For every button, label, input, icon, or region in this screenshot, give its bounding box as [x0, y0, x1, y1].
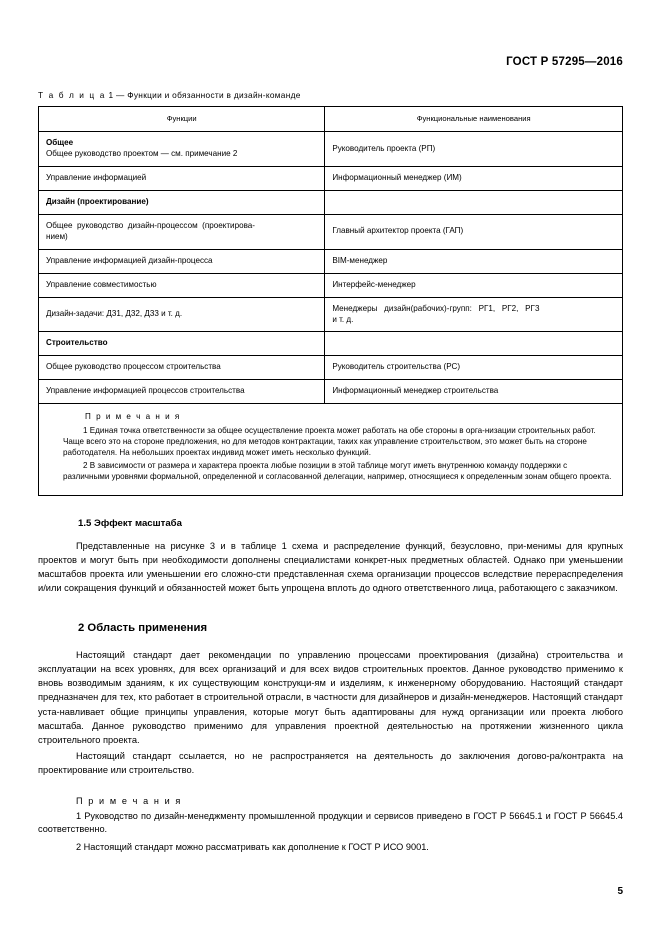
- table-notes-cell: [39, 404, 623, 496]
- table-caption-text: 1 — Функции и обязанности в дизайн-команде: [108, 90, 301, 100]
- table-cell-function: Управление информацией процессов строительства: [39, 380, 325, 404]
- table-body: [39, 132, 623, 496]
- table-row: [39, 380, 623, 404]
- final-note-1: 1 Руководство по дизайн-менеджменту промышленной продукции и сервисов приведено в ГОСТ Р 56645.1 и ГОСТ Р 56645.4 соответственно.: [38, 810, 623, 835]
- table-cell-role: Руководитель проекта (РП): [325, 132, 623, 167]
- final-notes-title: П р и м е ч а н и я: [76, 795, 182, 806]
- table-cell-function: Управление информацией: [39, 167, 325, 191]
- table-cell-role: Менеджеры дизайн(рабочих)-групп: РГ1, РГ2, РГ3 и т. д.: [325, 297, 623, 332]
- table-cell-role: Интерфейс-менеджер: [325, 273, 623, 297]
- table-note-1: 1 Единая точка ответственности за общее осуществление проекта может работать на обе стороны в орга-низации строительных работ. Чаще всего это на стороне предложения, но для методов контрактации, таких как управление строительством, это может быть на стороне работодателя. На небольших проектах индивид может иметь несколько функций.: [63, 426, 596, 457]
- section-paragraph: Настоящий стандарт ссылается, но не распространяется на деятельность до заключения догово-ра/контракта на проектирование или строительство.: [38, 751, 623, 776]
- table-header-row: [39, 107, 623, 132]
- table-cell-role: BIM-менеджер: [325, 249, 623, 273]
- final-notes-block: [38, 796, 623, 855]
- table-row: [39, 249, 623, 273]
- table-caption-label: Т а б л и ц а: [38, 90, 106, 100]
- table-cell-function: Общее руководство процессом строительства: [39, 356, 325, 380]
- page-number: 5: [617, 886, 623, 897]
- table-head: [39, 107, 623, 132]
- section-paragraph: Представленные на рисунке 3 и в таблице 1 схема и распределение функций, безусловно, при-менимы для крупных проектов и могут быть при необходимости дополнены специалистами конкрет-ных предметных областей. Однако при уменьшении масштабов проекта или уменьшении его сложно-сти представленная схема организации процессов вследствие перераспределения и/или сокращения функций и обязанностей может быть упрощена вплоть до одного ответственного лица, работающего с заказчиком.: [38, 540, 623, 594]
- table-note-2: 2 В зависимости от размера и характера проекта любые позиции в этой таблице могут иметь внутреннюю команду поддержки с различными уровнями формальной, определенной и согласованной делегации, например, относящиеся к определенным зонам общего проекта.: [63, 460, 612, 481]
- table-caption: [38, 90, 623, 100]
- table-cell-function: Строительство: [39, 332, 325, 356]
- table-cell-function: Общее Общее руководство проектом — см. примечание 2: [39, 132, 325, 167]
- table-row: [39, 167, 623, 191]
- table-cell-role: [325, 332, 623, 356]
- final-note-2: 2 Настоящий стандарт можно рассматривать как дополнение к ГОСТ Р ИСО 9001.: [76, 842, 429, 853]
- table-cell-function: Управление информацией дизайн-процесса: [39, 249, 325, 273]
- section-heading-scale-effect: 1.5 Эффект масштаба: [78, 517, 182, 529]
- document-standard-number: ГОСТ Р 57295—2016: [506, 56, 623, 68]
- table-notes-title: П р и м е ч а н и я: [85, 412, 181, 422]
- table-cell-function: Дизайн (проектирование): [39, 191, 325, 215]
- table-row: [39, 356, 623, 380]
- table-cell-function: Управление совместимостью: [39, 273, 325, 297]
- table-cell-function: Дизайн-задачи: Д31, Д32, Д33 и т. д.: [39, 297, 325, 332]
- table-row: [39, 332, 623, 356]
- table-cell-role: Информационный менеджер строительства: [325, 380, 623, 404]
- page-content: [38, 56, 623, 859]
- section-paragraph: Настоящий стандарт дает рекомендации по управлению процессами проектирования (дизайна) строительства и эксплуатации на всех уровнях, для всех организаций и для всех видов строительных проектов. Данное руководство применимо к вновь возводимым зданиям, к их существующим конструкци-ям и изделиям, к инженерному оборудованию. Настоящий стандарт предназначен для тех, кто работает в строительной отрасли, в частности для дизайнеров и дизайн-менеджеров. Настоящий стандарт уста-навливает общие принципы управления, которые могут быть адаптированы для нужд организации или проекта любого масштаба. Данное руководство применимо для управления проектной деятельностью на протяжении жизненного цикла строительного проекта.: [38, 649, 623, 745]
- table-cell-role: [325, 191, 623, 215]
- table-row: [39, 132, 623, 167]
- section-heading-scope: 2 Область применения: [78, 621, 208, 634]
- table-cell-role: Руководитель строительства (РС): [325, 356, 623, 380]
- table-notes-row: [39, 404, 623, 496]
- table-header-names: Функциональные наименования: [325, 107, 623, 132]
- table-header-functions: Функции: [39, 107, 325, 132]
- table-row: [39, 191, 623, 215]
- table-cell-role: Главный архитектор проекта (ГАП): [325, 214, 623, 249]
- table-row: [39, 273, 623, 297]
- table-row: [39, 297, 623, 332]
- table-cell-function: Общее руководство дизайн-процессом (проектирова- нием): [39, 214, 325, 249]
- table-cell-role: Информационный менеджер (ИМ): [325, 167, 623, 191]
- functions-table: [38, 106, 623, 496]
- table-row: [39, 214, 623, 249]
